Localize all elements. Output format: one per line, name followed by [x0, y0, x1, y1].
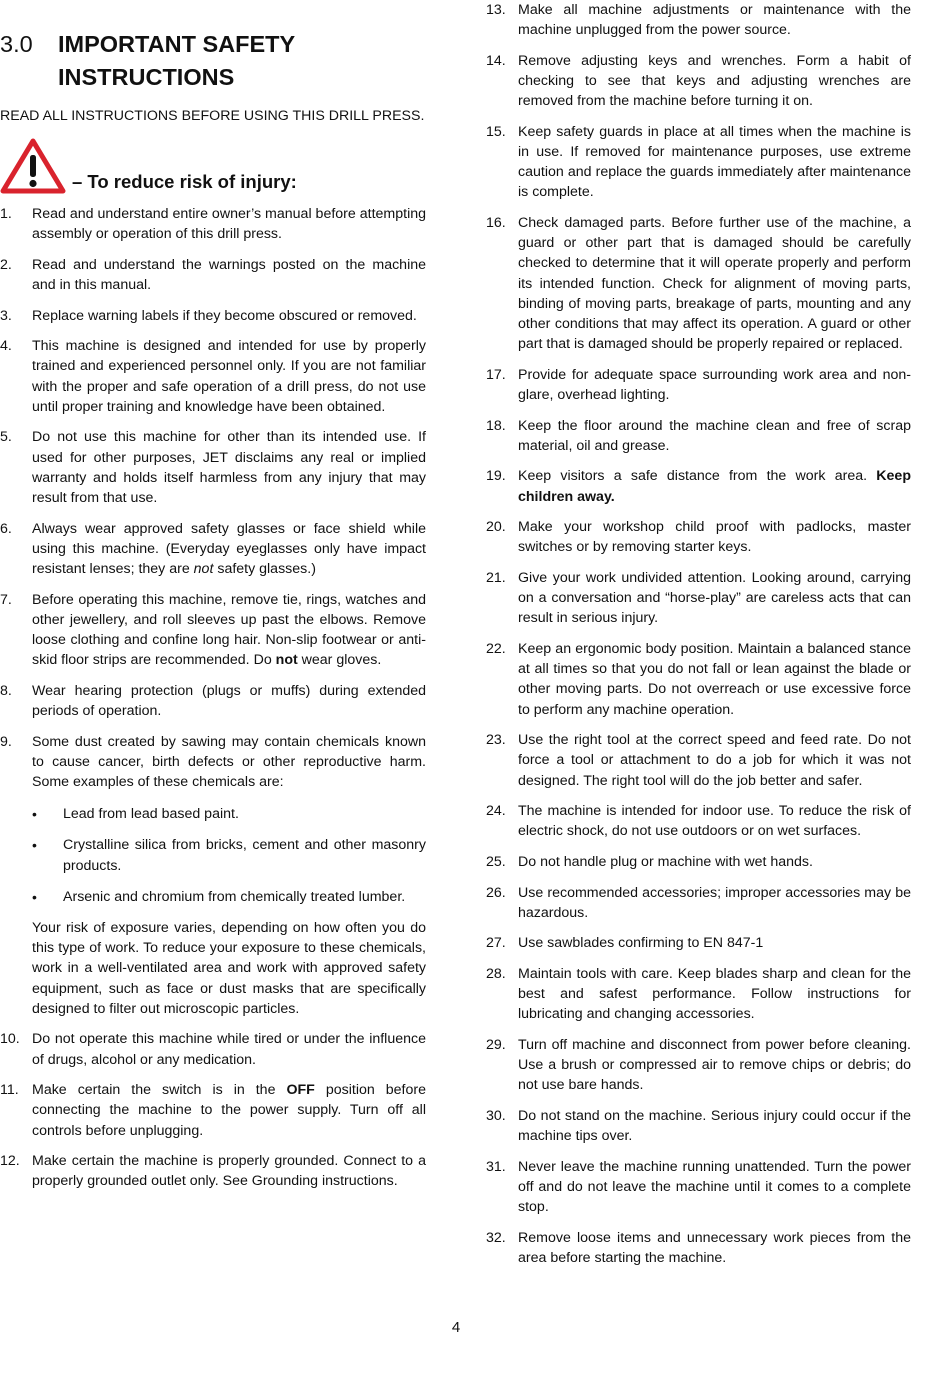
- list-item: [486, 852, 911, 872]
- list-item: [0, 336, 426, 417]
- list-item: [0, 204, 426, 244]
- item-text-body: Check damaged parts. Before further use of the machine, a guard or other part that is damaged should be carefully checked to determine that it will operate properly and perform its intended function. Check for alignment of moving parts, binding of moving parts, breakage of parts, mounting and any other conditions that may affect its operation. A guard or other part that is damaged should be properly repaired or replaced.: [518, 215, 911, 353]
- item-number: 14.: [486, 52, 506, 69]
- bullet-dot-icon: •: [32, 888, 37, 905]
- warning-triangle-icon: [0, 138, 66, 194]
- bullet-text: Crystalline silica from bricks, cement and other masonry products.: [63, 837, 426, 874]
- bullet-item: [32, 804, 426, 824]
- item-text-body: Do not handle plug or machine with wet hands.: [518, 854, 813, 870]
- bullet-dot-icon: •: [32, 806, 37, 823]
- item-text: [518, 51, 911, 112]
- item-text-body: Do not stand on the machine. Serious injury could occur if the machine tips over.: [518, 1107, 911, 1145]
- item-number: 12.: [0, 1153, 20, 1170]
- bold-text: Keep children away.: [518, 468, 911, 505]
- bullet-text: Lead from lead based paint.: [63, 806, 239, 823]
- item-number: 26.: [486, 884, 506, 901]
- item-text: [518, 730, 911, 791]
- item-text: [32, 1029, 426, 1069]
- item-number: 24.: [486, 803, 506, 820]
- item-number: 28.: [486, 965, 506, 982]
- item-text-body: Make all machine adjustments or maintenance with the machine unplugged from the power source.: [518, 2, 911, 39]
- list-item: [486, 466, 911, 506]
- item-text: [518, 213, 911, 354]
- item-text: [32, 519, 426, 580]
- item-text-body: Use sawblades confirming to EN 847-1: [518, 935, 764, 952]
- list-item: [0, 427, 426, 508]
- item-text-body: Keep an ergonomic body position. Maintain a balanced stance at all times so that you do not fall or lean against the blade or other moving parts. Do not overreach or use excessive force to perform any machine operation.: [518, 641, 911, 718]
- list-item: [0, 732, 426, 1019]
- list-item: [486, 568, 911, 629]
- list-item: [0, 306, 426, 326]
- warning-row: [0, 136, 426, 194]
- item-text: [518, 1157, 911, 1218]
- exposure-paragraph: Your risk of exposure varies, depending on how often you do this type of work. To reduce your exposure to these chemicals, work in a well-ventilated area and work with approved safety equipment, such as face or dust masks that are specifically designed to filter out microscopic particles.: [32, 920, 426, 1017]
- list-item: [486, 122, 911, 203]
- warning-text: – To reduce risk of injury:: [72, 171, 297, 192]
- list-item: [0, 590, 426, 671]
- list-item: [0, 1080, 426, 1141]
- section-title: IMPORTANT SAFETY INSTRUCTIONS: [58, 31, 295, 90]
- emphasis-text: not: [193, 561, 214, 577]
- item-text-body: Wear hearing protection (plugs or muffs) during extended periods of operation.: [32, 682, 426, 719]
- list-item: [0, 255, 426, 295]
- list-item: [486, 51, 911, 112]
- item-text: [32, 1080, 426, 1141]
- list-item: [0, 1151, 426, 1191]
- item-text-body: The machine is intended for indoor use. To reduce the risk of electric shock, do not use outdoors or on wet surfaces.: [518, 803, 911, 840]
- item-number: 22.: [486, 641, 506, 657]
- item-text-body: Use the right tool at the correct speed and feed rate. Do not force a tool or attachment to do a job for which it was not designed. The right tool will do the job better and safer.: [518, 732, 911, 789]
- item-text: [32, 1151, 426, 1191]
- item-text: [32, 336, 426, 417]
- item-number: 19.: [486, 468, 506, 485]
- chemical-examples-list: [32, 804, 426, 907]
- section-number: 3.0: [0, 31, 33, 57]
- item-number: 25.: [486, 854, 506, 870]
- item-text: [518, 0, 911, 40]
- item-number: 18.: [486, 417, 506, 434]
- list-item: [486, 1157, 911, 1218]
- list-item: [486, 0, 911, 40]
- item-text: [518, 801, 911, 841]
- item-number: 17.: [486, 366, 506, 383]
- item-number: 16.: [486, 215, 506, 231]
- item-number: 2.: [0, 256, 12, 273]
- item-number: 8.: [0, 682, 12, 699]
- intro-text: READ ALL INSTRUCTIONS BEFORE USING THIS DRILL PRESS.: [0, 108, 425, 124]
- item-text: [518, 639, 911, 720]
- item-text-tail: safety glasses.): [213, 561, 316, 577]
- item-text: [518, 964, 911, 1025]
- list-item: [486, 730, 911, 791]
- item-text: [32, 590, 426, 671]
- item-text-body: This machine is designed and intended for use by properly trained and experienced personnel only. If you are not familiar with the proper and safe operation of a drill press, do not use until proper training and knowledge have been obtained.: [32, 338, 426, 415]
- list-item: [486, 1106, 911, 1146]
- bullet-item: [32, 835, 426, 875]
- item-number: 13.: [486, 2, 506, 18]
- list-item: [486, 801, 911, 841]
- item-text-body: Keep the floor around the machine clean and free of scrap material, oil and grease.: [518, 417, 911, 454]
- page-number: 4: [451, 1319, 461, 1336]
- item-text-body: Always wear approved safety glasses or face shield while using this machine. (Everyday eyeglasses only have impact resistant lenses; they are: [32, 520, 426, 577]
- item-number: 5.: [0, 429, 12, 446]
- item-number: 1.: [0, 206, 12, 222]
- item-text-body: Remove adjusting keys and wrenches. Form a habit of checking to see that keys and adjusting wrenches are removed from the machine before turning it on.: [518, 52, 911, 110]
- item-text-body: Do not operate this machine while tired or under the influence of drugs, alcohol or any medication.: [32, 1031, 426, 1068]
- item-number: 6.: [0, 520, 12, 537]
- item-number: 4.: [0, 338, 12, 355]
- item-text-body: Use recommended accessories; improper accessories may be hazardous.: [518, 884, 911, 921]
- safety-list-right: [486, 0, 911, 1268]
- item-text-body: Make certain the switch is in the: [32, 1082, 287, 1099]
- item-text: [32, 732, 426, 1019]
- item-number: 23.: [486, 732, 506, 749]
- list-item: [486, 365, 911, 405]
- bullet-text: Arsenic and chromium from chemically treated lumber.: [63, 888, 406, 905]
- item-text: [518, 883, 911, 923]
- item-number: 29.: [486, 1036, 506, 1053]
- item-text: [32, 204, 426, 244]
- item-text: [518, 1035, 911, 1096]
- section-heading: [0, 28, 426, 94]
- item-text-body: Turn off machine and disconnect from power before cleaning. Use a brush or compressed air to remove chips or debris; do not use bare hands.: [518, 1036, 911, 1094]
- item-text-body: Make your workshop child proof with padlocks, master switches or by removing starter keys.: [518, 519, 911, 556]
- item-number: 31.: [486, 1158, 506, 1175]
- list-item: [486, 1035, 911, 1096]
- item-text-body: Remove loose items and unnecessary work pieces from the area before starting the machine.: [518, 1229, 911, 1266]
- item-text-body: Never leave the machine running unattended. Turn the power off and do not leave the machine until it comes to a complete stop.: [518, 1158, 911, 1216]
- item-text: [518, 416, 911, 456]
- list-item: [486, 1228, 911, 1268]
- item-text: [518, 466, 911, 506]
- list-item: [486, 883, 911, 923]
- bold-text: not: [275, 652, 298, 669]
- item-text: [518, 517, 911, 557]
- item-text-body: Some dust created by sawing may contain chemicals known to cause cancer, birth defects or other reproductive harm. Some examples of these chemicals are:: [32, 733, 426, 790]
- item-number: 20.: [486, 519, 506, 536]
- item-text-body: Before operating this machine, remove tie, rings, watches and other jewellery, and roll sleeves up past the elbows. Remove loose clothing and confine long hair. Non-slip footwear or anti-skid floor strips are recommended. Do: [32, 591, 426, 669]
- list-item: [486, 933, 911, 953]
- item-text: [518, 1228, 911, 1268]
- list-item: [486, 416, 911, 456]
- list-item: [486, 213, 911, 354]
- item-text: [32, 255, 426, 295]
- item-number: 32.: [486, 1229, 506, 1246]
- list-item: [0, 681, 426, 721]
- item-text-tail: wear gloves.: [297, 652, 382, 669]
- item-text: [32, 306, 426, 326]
- right-column: [486, 0, 911, 1279]
- item-text-tail: position before connecting the machine to the power supply. Turn off all controls before unplugging.: [32, 1082, 426, 1139]
- item-text: [32, 427, 426, 508]
- list-item: [486, 964, 911, 1025]
- item-number: 30.: [486, 1107, 506, 1124]
- safety-list-left: [0, 204, 426, 1192]
- list-item: [486, 639, 911, 720]
- list-item: [0, 519, 426, 580]
- item-text-body: Replace warning labels if they become obscured or removed.: [32, 307, 417, 324]
- item-number: 7.: [0, 591, 12, 608]
- list-item: [486, 517, 911, 557]
- item-text-body: Keep safety guards in place at all times when the machine is in use. If removed for maintenance purposes, use extreme caution and replace the guards immediately after maintenance is complete.: [518, 123, 911, 201]
- item-text: [518, 852, 911, 872]
- item-number: 15.: [486, 123, 506, 140]
- item-number: 3.: [0, 307, 12, 324]
- item-text-body: Keep visitors a safe distance from the work area.: [518, 468, 877, 485]
- item-text: [32, 681, 426, 721]
- item-number: 10.: [0, 1031, 20, 1048]
- item-number: 27.: [486, 935, 506, 952]
- item-number: 21.: [486, 570, 506, 586]
- item-text-body: Provide for adequate space surrounding work area and non-glare, overhead lighting.: [518, 366, 911, 404]
- item-text-body: Give your work undivided attention. Looking around, carrying on a conversation and “horse-play” are careless acts that can result in serious injury.: [518, 570, 911, 627]
- bullet-dot-icon: •: [32, 837, 37, 854]
- item-text-body: Make certain the machine is properly grounded. Connect to a properly grounded outlet only. See Grounding instructions.: [32, 1153, 426, 1190]
- bullet-item: [32, 887, 426, 907]
- list-item: [0, 1029, 426, 1069]
- item-text-body: Read and understand entire owner’s manual before attempting assembly or operation of this drill press.: [32, 206, 426, 243]
- item-number: 11.: [0, 1082, 19, 1099]
- left-column: [0, 0, 426, 1202]
- item-text-body: Do not use this machine for other than its intended use. If used for other purposes, JET disclaims any real or implied warranty and holds itself harmless from any injury that may result from that use.: [32, 429, 426, 506]
- item-text-body: Maintain tools with care. Keep blades sharp and clean for the best and safest performance. Follow instructions for lubricating and changing accessories.: [518, 965, 911, 1023]
- bold-text: OFF: [286, 1082, 315, 1099]
- item-text: [518, 122, 911, 203]
- item-number: 9.: [0, 733, 12, 750]
- item-text: [518, 933, 911, 953]
- item-text: [518, 568, 911, 629]
- item-text-body: Read and understand the warnings posted on the machine and in this manual.: [32, 256, 426, 293]
- item-text: [518, 1106, 911, 1146]
- item-text: [518, 365, 911, 405]
